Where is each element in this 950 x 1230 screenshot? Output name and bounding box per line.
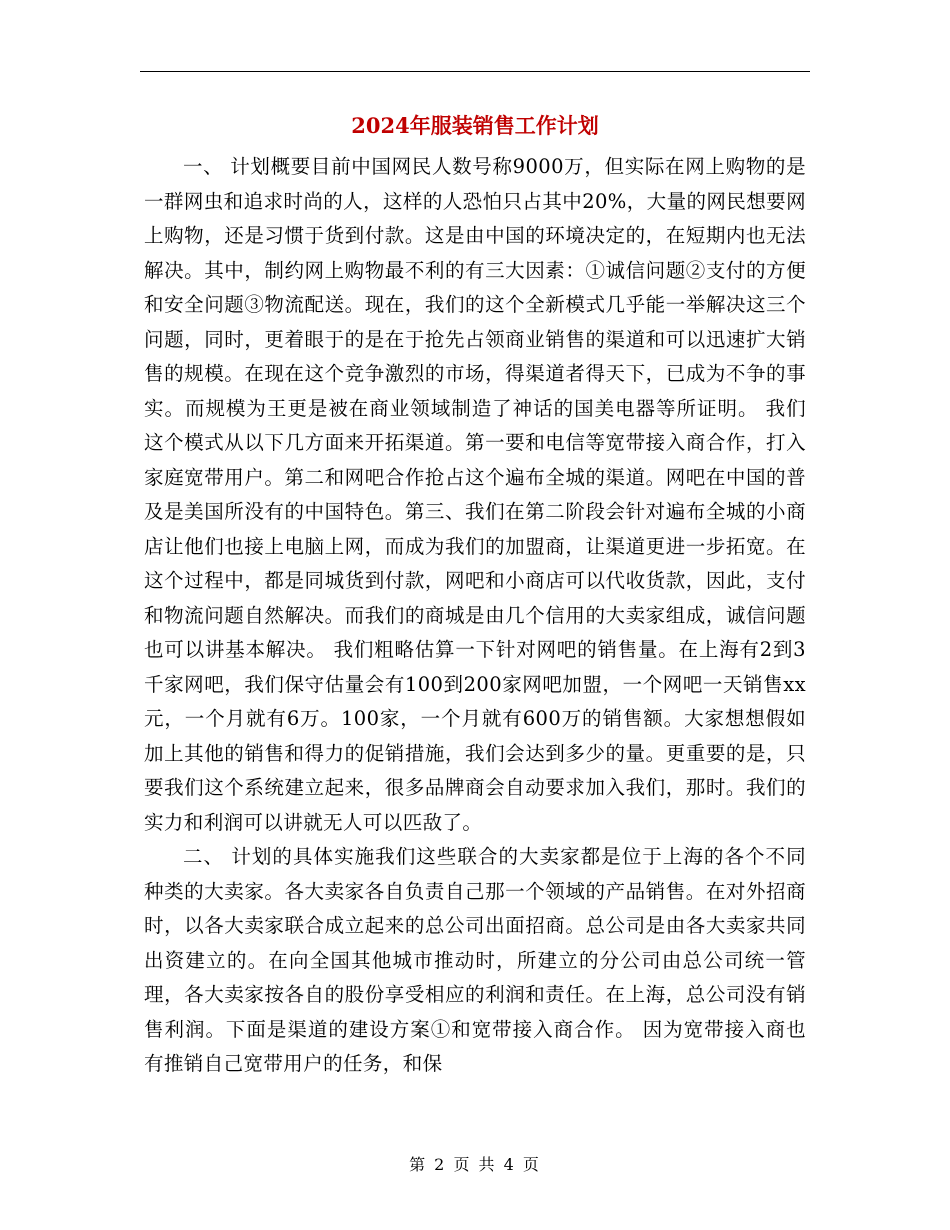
paragraph-1: 一、 计划概要目前中国网民人数号称9000万，但实际在网上购物的是一群网虫和追求时尚的人，这样的人恐怕只占其中20%，大量的网民想要网上购物，还是习惯于货到付款。这是由中国的环境决定的，在短期内也无法解决。其中，制约网上购物最不利的有三大因素：①诚信问题②支付的方便和安全问题③物流配送。现在，我们的这个全新模式几乎能一举解决这三个问题，同时，更着眼于的是在于抢先占领商业销售的渠道和可以迅速扩大销售的规模。在现在这个竞争激烈的市场，得渠道者得天下，已成为不争的事实。而规模为王更是被在商业领域制造了神话的国美电器等所证明。 我们这个模式从以下几方面来开拓渠道。第一要和电信等宽带接入商合作，打入家庭宽带用户。第二和网吧合作抢占这个遍布全城的渠道。网吧在中国的普及是美国所没有的中国特色。第三、我们在第二阶段会针对遍布全城的小商店让他们也接上电脑上网，而成为我们的加盟商，让渠道更进一步拓宽。在这个过程中，都是同城货到付款，网吧和小商店可以代收货款，因此，支付和物流问题自然解决。而我们的商城是由几个信用的大卖家组成，诚信问题也可以讲基本解决。 我们粗略估算一下针对网吧的销售量。在上海有2到3千家网吧，我们保守估量会有100到200家网吧加盟，一个网吧一天销售xx元，一个月就有6万。100家，一个月就有600万的销售额。大家想想假如加上其他的销售和得力的促销措施，我们会达到多少的量。更重要的是，只要我们这个系统建立起来，很多品牌商会自动要求加入我们，那时。我们的实力和利润可以讲就无人可以匹敌了。 — [144, 155, 806, 834]
page-number-footer: 第 2 页 共 4 页 — [409, 1155, 541, 1174]
paragraph-2: 二、 计划的具体实施我们这些联合的大卖家都是位于上海的各个不同种类的大卖家。各大卖家各自负责自己那一个领域的产品销售。在对外招商时，以各大卖家联合成立起来的总公司出面招商。总公司是由各大卖家共同出资建立的。在向全国其他城市推动时，所建立的分公司由总公司统一管理，各大卖家按各自的股份享受相应的利润和责任。在上海，总公司没有销售利润。下面是渠道的建设方案①和宽带接入商合作。 因为宽带接入商也有推销自己宽带用户的任务，和保 — [144, 845, 806, 1075]
document-title: 2024年服装销售工作计划 — [351, 113, 599, 138]
header-rule — [140, 71, 810, 72]
document-body — [144, 150, 806, 1082]
